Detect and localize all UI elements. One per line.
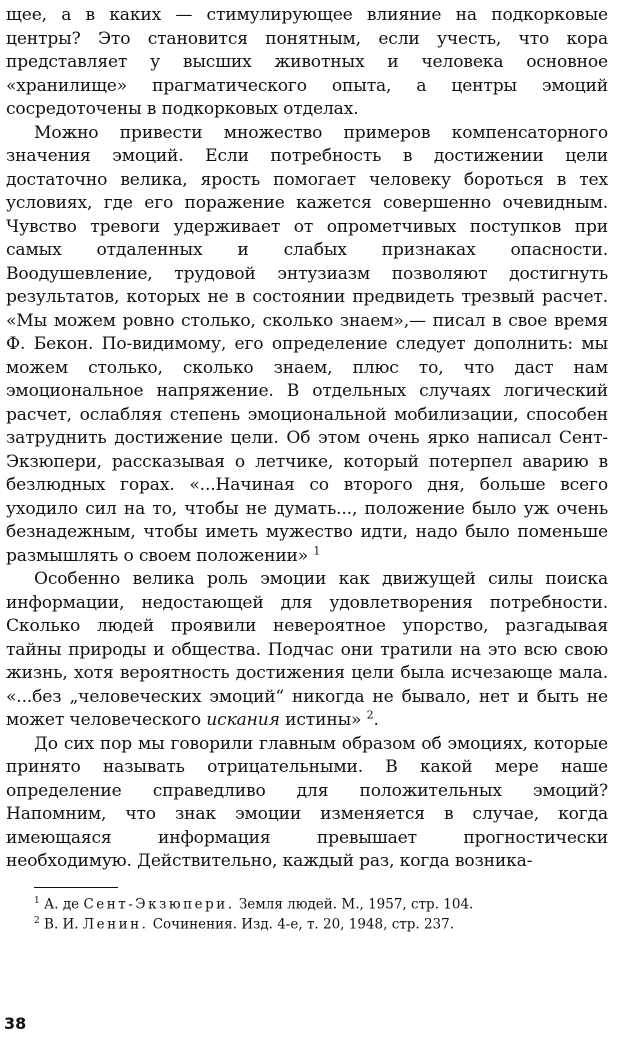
paragraph-3-italic: искания	[206, 710, 280, 730]
footnote-1	[6, 893, 608, 914]
footnote-number: 2	[34, 916, 40, 926]
paragraph-4: До сих пор мы говорили главным образом об эмоциях, которые принято называть отрицательными. В какой мере наше определение справедливо для положительных эмоций? Напомним, что знак эмоции изменяется в случае, когда имеющаяся информация превышает прогностически необходимую. Действительно, каждый раз, когда возника-	[6, 733, 608, 871]
footnote-number: 1	[34, 895, 40, 906]
footnote-ref-2: 2	[366, 708, 374, 722]
page-number: 38	[4, 1014, 27, 1033]
footnote-text: Земля людей. М., 1957, стр. 104.	[234, 896, 474, 912]
footnote-2	[6, 913, 608, 934]
footnotes	[6, 893, 608, 934]
footnote-author: Сент-Экзюпери.	[83, 896, 235, 912]
paragraph-3: Особенно велика роль эмоции как движущей силы поиска информации, недостающей для удовлетворения потребности. Сколько людей проявили невероятное упорство, разгадывая тайны природы и общества. Подчас они тратили на это всю свою жизнь, хотя вероятность достижения цели была исчезающе мала. «...без „человеческих эмоций“ никогда не бывало, нет и быть не может человеческого искания истины» $^2$.	[6, 569, 608, 730]
footnote-ref-1: 1	[313, 543, 321, 557]
body-text	[6, 4, 608, 874]
footnote-prefix: А. де	[44, 896, 84, 912]
paragraph-2	[6, 122, 608, 569]
footnote-author: Ленин.	[82, 916, 149, 933]
paragraph-1: щее, а в каких — стимулирующее влияние на подкорковые центры? Это становится понятным, если учесть, что кора представляет у высших животных и человека основное «хранилище» прагматического опыта, а центры эмоций сосредоточены в подкорковых отделах.	[6, 5, 608, 119]
footnote-divider	[34, 887, 118, 888]
footnote-prefix: В. И.	[44, 916, 83, 933]
footnote-text: Сочинения. Изд. 4-е, т. 20, 1948, стр. 237.	[148, 916, 455, 933]
paragraph-3-tail: истины»	[285, 710, 362, 730]
paragraph-3-text: Особенно велика роль эмоции как движущей силы поиска информации, недостающей для удовлетворения потребности. Сколько людей проявили невероятное упорство, разгадывая тайны природы и общества. Подчас они тратили на это всю свою жизнь, хотя вероятность достижения цели была исчезающе мала. «...без „человеческих эмоций“ никогда не бывало, нет и быть не может человеческого	[6, 569, 608, 730]
paragraph-2-text: Можно привести множество примеров компенсаторного значения эмоций. Если потребность в достижении цели достаточно велика, ярость помогает человеку бороться в тех условиях, где его поражение кажется совершенно очевидным. Чувство тревоги удерживает от опрометчивых поступков при самых отдаленных и слабых признаках опасности. Воодушевление, трудовой энтузиазм позволяют достигнуть результатов, которых не в состоянии предвидеть трезвый расчет. «Мы можем ровно столько, сколько знаем»,— писал в свое время Ф. Бекон. По-видимому, его определение следует дополнить: мы можем столько, сколько знаем, плюс то, что даст нам эмоциональное напряжение. В отдельных случаях логический расчет, ослабляя степень эмоциональной мобилизации, способен затруднить достижение цели. Об этом очень ярко написал Сент-Экзюпери, рассказывая о летчике, который потерпел аварию в безлюдных горах. «...Начиная со второго дня, больше всего уходило сил на то, чтобы не думать..., положение было уж очень безнадежным, чтобы иметь мужество идти, надо было поменьше размышлять о своем положении»	[6, 122, 608, 566]
